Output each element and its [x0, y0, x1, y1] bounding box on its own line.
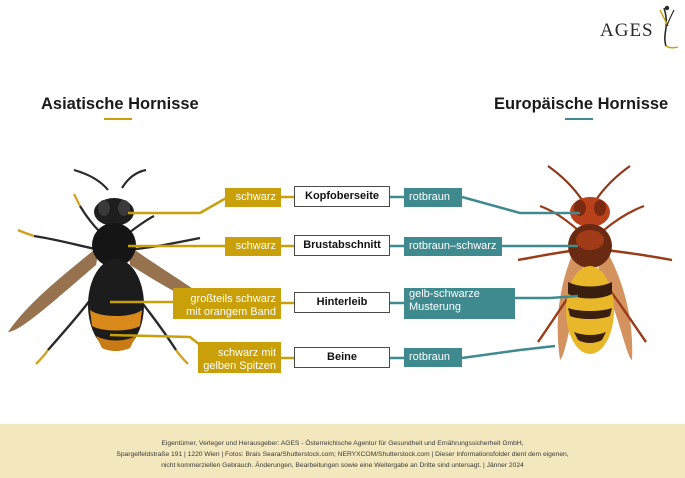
european-line-head: [462, 197, 580, 213]
european-line-legs: [462, 346, 555, 358]
footer-imprint: [0, 424, 685, 478]
european-line-abdomen: [515, 296, 578, 298]
feature-thorax-text: Brustabschnitt: [303, 238, 381, 251]
feature-head-text: Kopfoberseite: [305, 189, 379, 202]
asian-thorax-text: schwarz: [235, 239, 276, 252]
european-legs-text: rotbraun: [409, 350, 450, 363]
european-legs-color: [404, 348, 462, 367]
european-abdomen-line1: gelb-schwarze: [409, 288, 480, 300]
european-thorax-color: [404, 237, 502, 256]
asian-hornet-heading: Asiatische Hornisse: [41, 95, 199, 113]
asian-thorax-color: [225, 237, 281, 256]
footer-line-3: nicht kommerziellen Gebrauch. Änderungen, Bearbeitungen sowie eine Weitergabe an Dritte sind untersagt. | Jänner 2024: [161, 462, 524, 469]
asian-legs-line2: gelben Spitzen: [203, 359, 276, 372]
european-head-text: rotbraun: [409, 190, 450, 203]
asian-line-legs: [110, 335, 200, 345]
feature-abdomen-label: [294, 292, 390, 313]
feature-thorax-label: [294, 235, 390, 256]
asian-head-color: [225, 188, 281, 207]
asian-abdomen-line1: großteils schwarz: [190, 292, 276, 305]
logo-text: AGES: [600, 20, 654, 41]
european-abdomen-color: [404, 288, 515, 319]
european-head-color: [404, 188, 462, 207]
asian-legs-line1: schwarz mit: [217, 346, 276, 359]
european-hornet-heading: Europäische Hornisse: [494, 95, 669, 113]
asian-abdomen-color: [173, 288, 281, 319]
asian-line-head: [128, 197, 228, 213]
footer-line-1: Eigentümer, Verleger und Herausgeber: AGES - Österreichische Agentur für Gesundheit und Ernährungssicherheit GmbH,: [161, 440, 524, 447]
european-abdomen-line2: Musterung: [409, 301, 461, 314]
footer-line-2: Spargelfeldstraße 191 | 1220 Wien | Fotos: Brais Seara/Shutterstock.com; NERYXCOM/Shutterstock.com | Dieser Informationsfolder dient dem eigenen,: [116, 451, 569, 458]
feature-abdomen-text: Hinterleib: [316, 295, 368, 308]
european-thorax-text: rotbraun–schwarz: [409, 239, 497, 252]
feature-legs-label: [294, 347, 390, 368]
asian-legs-color: [198, 342, 281, 373]
feature-legs-text: Beine: [327, 350, 357, 363]
feature-head-label: [294, 186, 390, 207]
asian-head-text: schwarz: [235, 190, 276, 203]
asian-abdomen-line2: mit orangem Band: [186, 305, 276, 318]
